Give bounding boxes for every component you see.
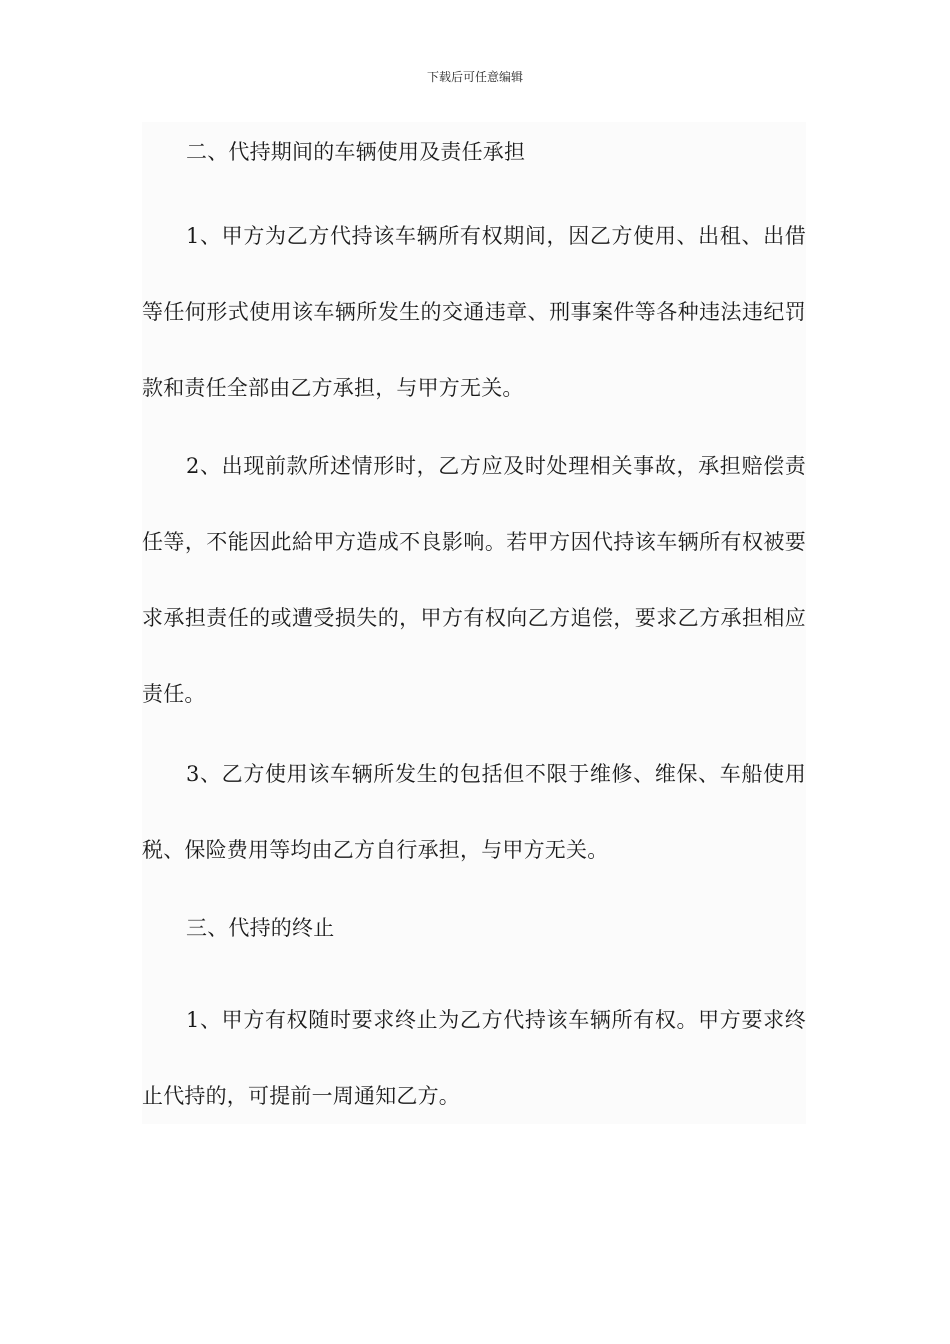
document-body [142,122,806,1124]
clause-2-2: 2、出现前款所述情形时，乙方应及时处理相关事故，承担赔偿责任等，不能因此給甲方造成不良影响。若甲方因代持该车辆所有权被要求承担责任的或遭受损失的，甲方有权向乙方追偿，要求乙方承担相应责任。 [142,454,806,706]
section-heading-termination: 三、代持的终止 [186,916,335,940]
clause-2-1: 1、甲方为乙方代持该车辆所有权期间，因乙方使用、出租、出借等任何形式使用该车辆所发生的交通违章、刑事案件等各种违法违纪罚款和责任全部由乙方承担，与甲方无关。 [142,224,806,400]
page-header: 下载后可任意编辑 [426,70,523,84]
section-heading-usage-liability: 二、代持期间的车辆使用及责任承担 [186,140,526,164]
clause-2-3: 3、乙方使用该车辆所发生的包括但不限于维修、维保、车船使用税、保险费用等均由乙方自行承担，与甲方无关。 [142,762,806,862]
clause-3-1: 1、甲方有权随时要求终止为乙方代持该车辆所有权。甲方要求终止代持的，可提前一周通知乙方。 [142,1008,806,1108]
